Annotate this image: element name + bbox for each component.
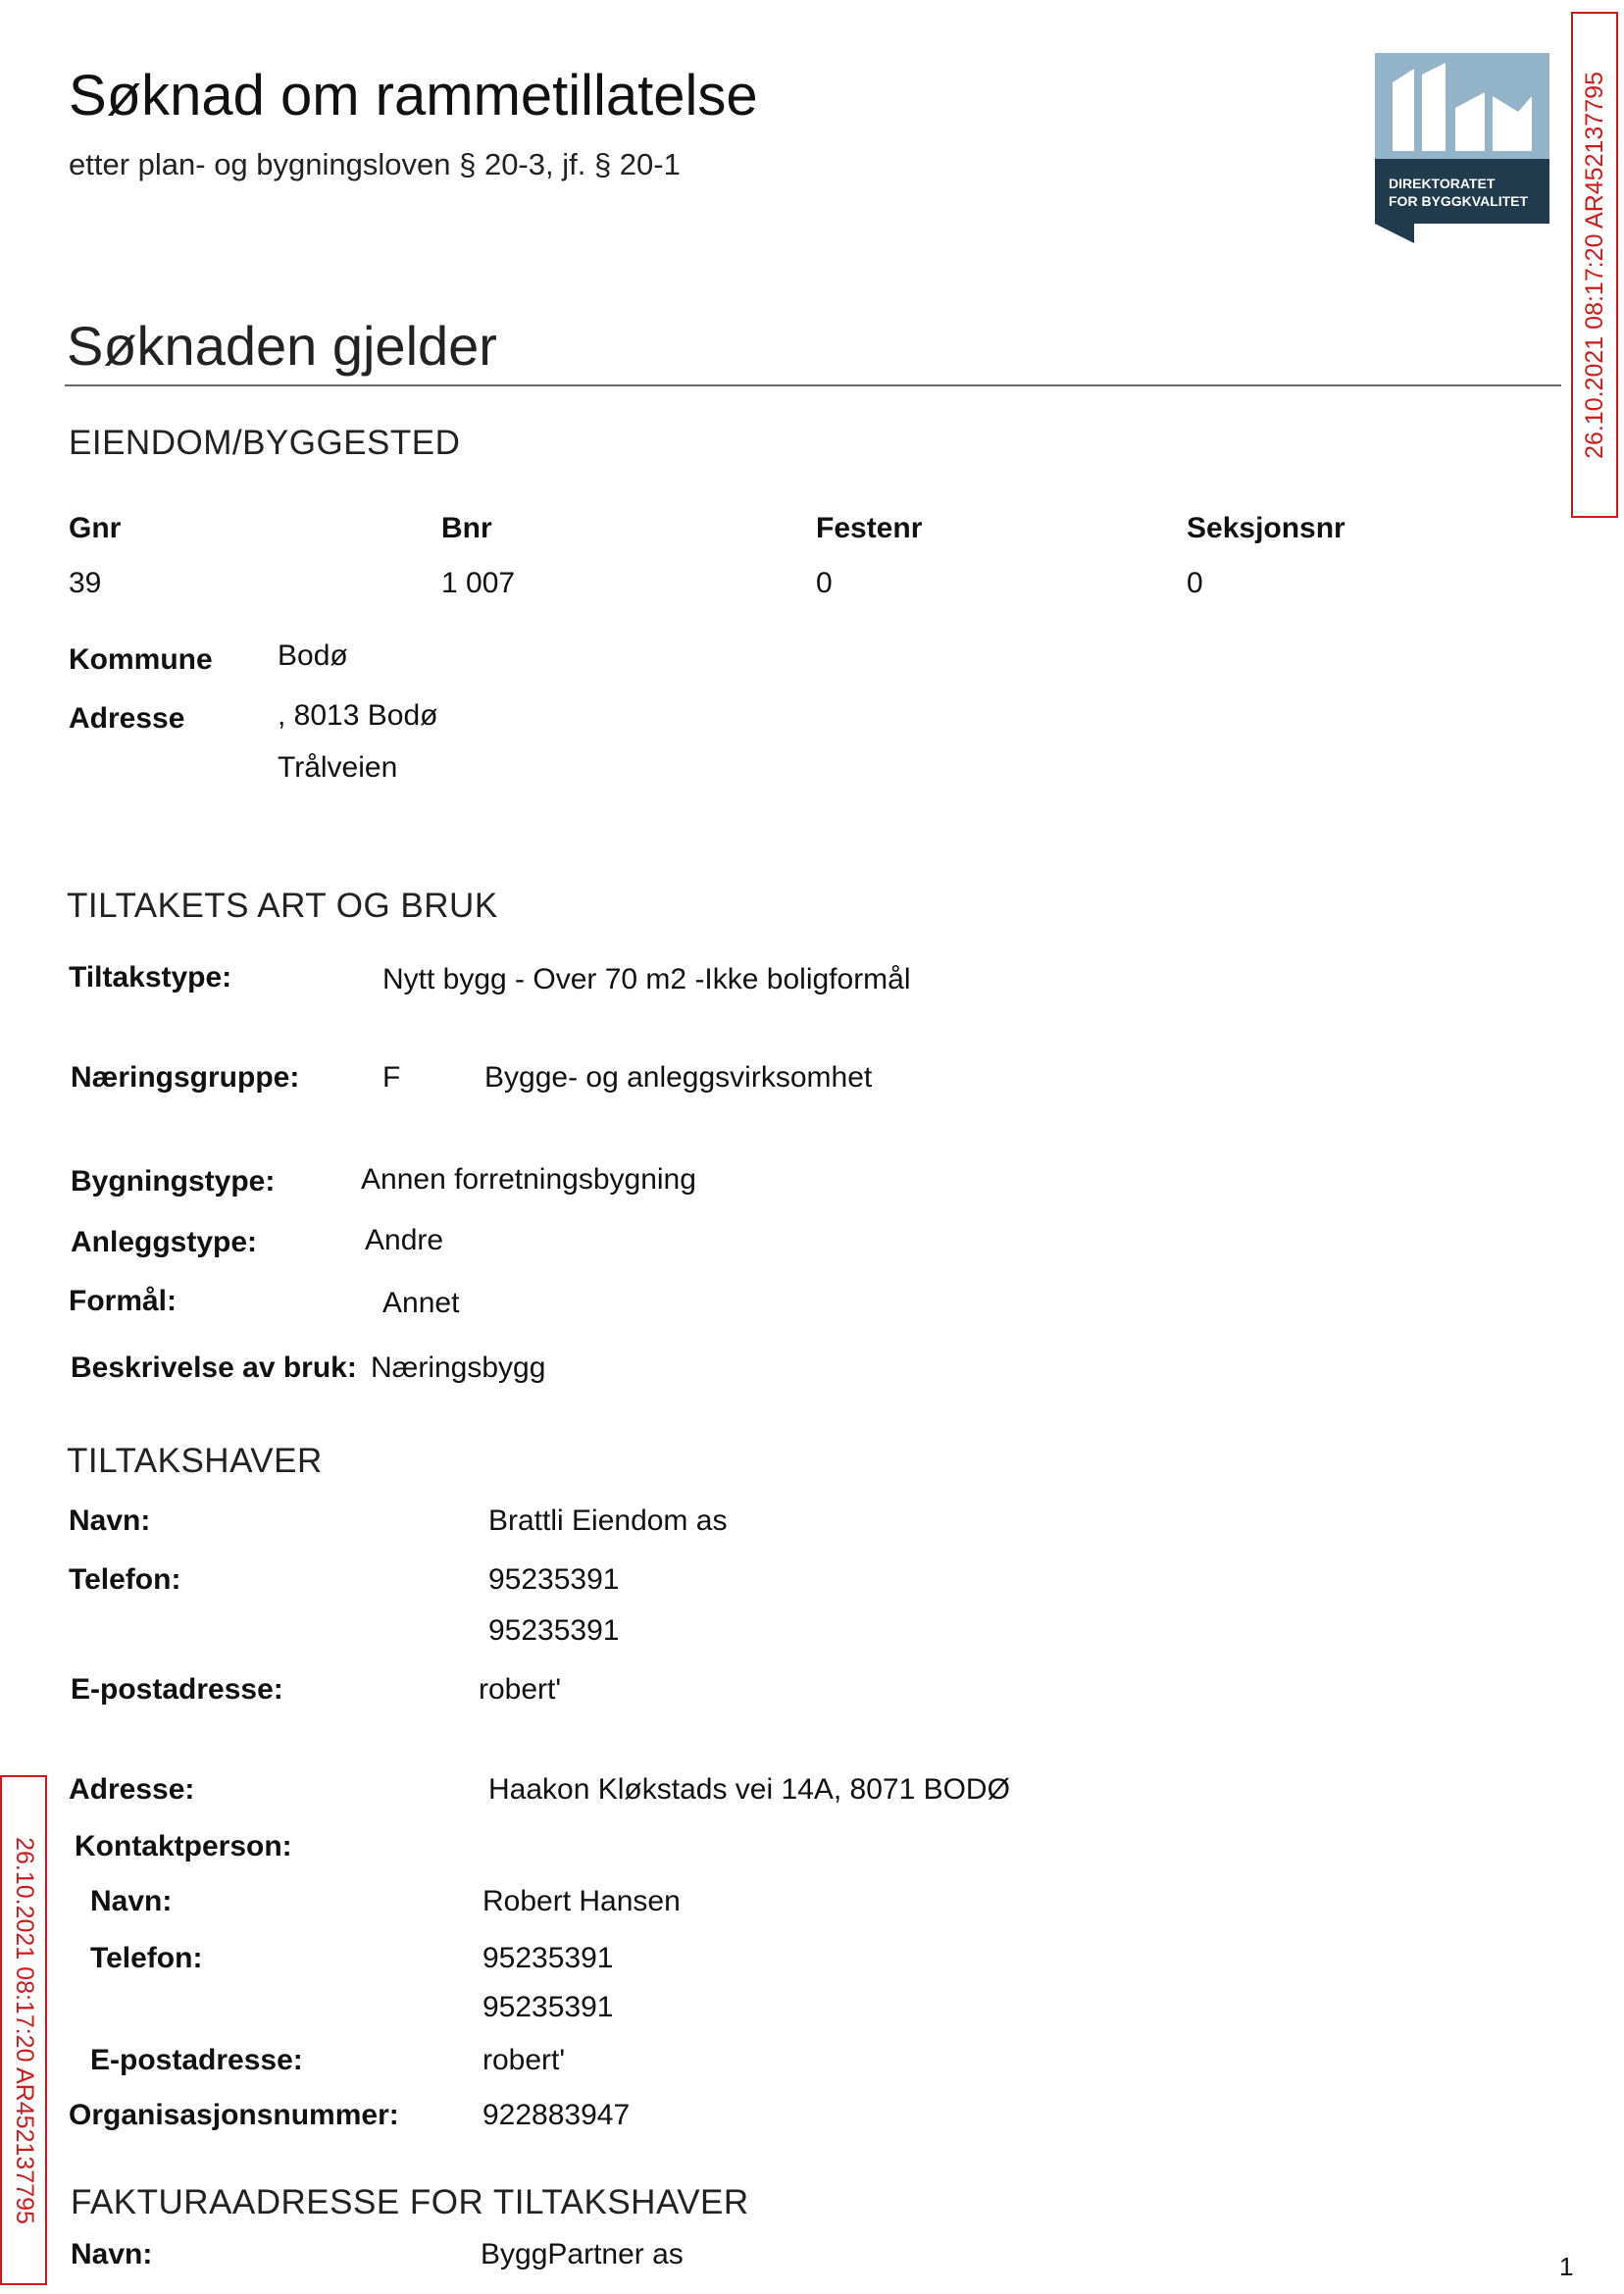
anleggstype-label: Anleggstype: xyxy=(71,1226,258,1258)
kontaktperson-navn-value: Robert Hansen xyxy=(482,1885,681,1917)
timestamp-stamp-top xyxy=(1571,12,1618,518)
adresse-line2: Trålveien xyxy=(278,751,398,784)
faktura-navn-value: ByggPartner as xyxy=(481,2238,684,2270)
kommune-label: Kommune xyxy=(69,643,213,676)
tiltakshaver-telefon-value-2: 95235391 xyxy=(488,1614,620,1647)
seksjonsnr-value: 0 xyxy=(1187,567,1203,599)
page-title: Søknad om rammetillatelse xyxy=(69,64,758,127)
tiltakshaver-epost-label: E-postadresse: xyxy=(71,1673,283,1706)
organisasjonsnummer-value: 922883947 xyxy=(482,2099,631,2131)
tiltakshaver-heading: TILTAKSHAVER xyxy=(67,1442,323,1480)
eiendom-heading: EIENDOM/BYGGESTED xyxy=(69,424,461,462)
beskrivelse-value: Næringsbygg xyxy=(371,1351,546,1384)
stamp-text: 26.10.2021 08:17:20 AR452137795 xyxy=(10,1836,38,2224)
formal-label: Formål: xyxy=(69,1285,178,1317)
kontaktperson-label: Kontaktperson: xyxy=(75,1830,292,1862)
section-title: Søknaden gjelder xyxy=(67,315,497,377)
tiltakshaver-navn-label: Navn: xyxy=(69,1504,151,1537)
kontaktperson-telefon-value-1: 95235391 xyxy=(482,1942,614,1974)
tiltakshaver-telefon-value-1: 95235391 xyxy=(488,1563,620,1596)
festenr-label: Festenr xyxy=(816,512,923,544)
bnr-value: 1 007 xyxy=(441,567,516,599)
tiltakshaver-telefon-label: Telefon: xyxy=(69,1563,181,1596)
tiltakstype-label: Tiltakstype: xyxy=(69,961,232,994)
kontaktperson-epost-value: robert' xyxy=(482,2044,566,2076)
festenr-value: 0 xyxy=(816,567,833,599)
tiltakshaver-adresse-value: Haakon Kløkstads vei 14A, 8071 BODØ xyxy=(488,1773,1010,1806)
anleggstype-value: Andre xyxy=(365,1224,444,1256)
naeringsgruppe-label: Næringsgruppe: xyxy=(71,1061,300,1094)
dibk-logo xyxy=(1375,53,1549,243)
page-subtitle: etter plan- og bygningsloven § 20-3, jf. § 20-1 xyxy=(69,147,681,181)
bygningstype-value: Annen forretningsbygning xyxy=(361,1163,696,1196)
tiltakshaver-adresse-label: Adresse: xyxy=(69,1773,195,1806)
tiltakstype-value: Nytt bygg - Over 70 m2 -Ikke boligformål xyxy=(382,963,911,995)
kontaktperson-epost-label: E-postadresse: xyxy=(90,2044,303,2076)
adresse-line1: , 8013 Bodø xyxy=(278,699,438,732)
faktura-heading: FAKTURAADRESSE FOR TILTAKSHAVER xyxy=(71,2183,749,2221)
naeringsgruppe-value: Bygge- og anleggsvirksomhet xyxy=(484,1061,873,1094)
kommune-value: Bodø xyxy=(278,639,348,672)
gnr-label: Gnr xyxy=(69,512,122,544)
page-number: 1 xyxy=(1559,2252,1574,2281)
kontaktperson-telefon-value-2: 95235391 xyxy=(482,1991,614,2023)
organisasjonsnummer-label: Organisasjonsnummer: xyxy=(69,2099,399,2131)
kontaktperson-navn-label: Navn: xyxy=(90,1885,173,1917)
logo-text-line1: DIREKTORATET xyxy=(1389,176,1496,191)
adresse-label: Adresse xyxy=(69,702,185,735)
beskrivelse-label: Beskrivelse av bruk: xyxy=(71,1351,357,1384)
timestamp-stamp-bottom xyxy=(0,1775,47,2285)
tiltak-heading: TILTAKETS ART OG BRUK xyxy=(67,887,498,925)
faktura-navn-label: Navn: xyxy=(71,2238,153,2270)
kontaktperson-telefon-label: Telefon: xyxy=(90,1942,203,1974)
gnr-value: 39 xyxy=(69,567,102,599)
bnr-label: Bnr xyxy=(441,512,492,544)
section-divider xyxy=(65,384,1561,386)
naeringsgruppe-code: F xyxy=(382,1061,401,1094)
tiltakshaver-navn-value: Brattli Eiendom as xyxy=(488,1504,728,1537)
seksjonsnr-label: Seksjonsnr xyxy=(1187,512,1345,544)
formal-value: Annet xyxy=(382,1287,460,1319)
logo-text-line2: FOR BYGGKVALITET xyxy=(1389,193,1529,209)
tiltakshaver-epost-value: robert' xyxy=(479,1673,562,1706)
stamp-text: 26.10.2021 08:17:20 AR452137795 xyxy=(1580,71,1608,459)
bygningstype-label: Bygningstype: xyxy=(71,1165,276,1198)
